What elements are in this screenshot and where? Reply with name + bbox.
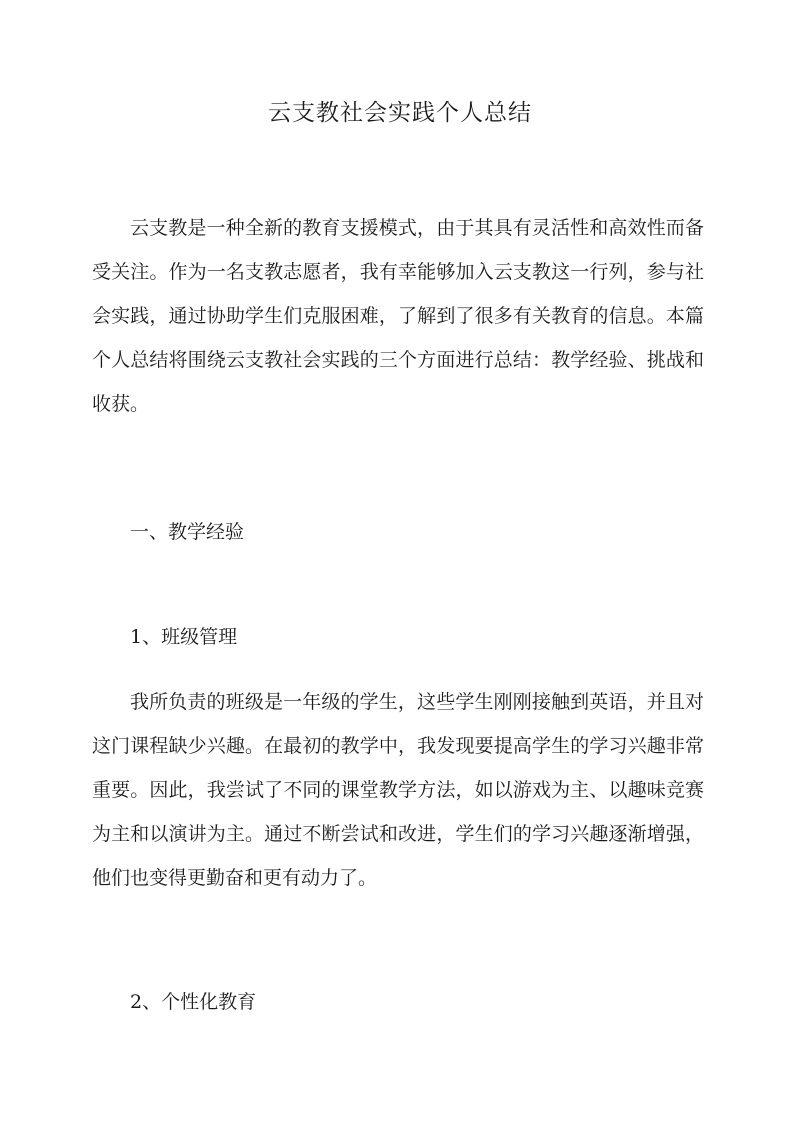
intro-paragraph: 云支教是一种全新的教育支援模式，由于其具有灵活性和高效性而备受关注。作为一名支教志愿者，我有幸能够加入云支教这一行列，参与社会实践，通过协助学生们克服困难，了解到了很多有关教育的信息。本篇个人总结将围绕云支教社会实践的三个方面进行总结：教学经验、挑战和收获。 [92,217,704,415]
section-heading-teaching-experience: 一、教学经验 [130,521,245,543]
class-management-paragraph: 我所负责的班级是一年级的学生，这些学生刚刚接触到英语，并且对这门课程缺少兴趣。在最初的教学中，我发现要提高学生的学习兴趣非常重要。因此，我尝试了不同的课堂教学方法，如以游戏为主、以趣味竞赛为主和以演讲为主。通过不断尝试和改进，学生们的学习兴趣逐渐增强，他们也变得更勤奋和更有动力了。 [92,691,704,889]
document-title: 云支教社会实践个人总结 [268,100,532,126]
subsection-heading-personalized-education: 2、个性化教育 [130,991,257,1013]
subsection-heading-class-management: 1、班级管理 [130,626,238,648]
